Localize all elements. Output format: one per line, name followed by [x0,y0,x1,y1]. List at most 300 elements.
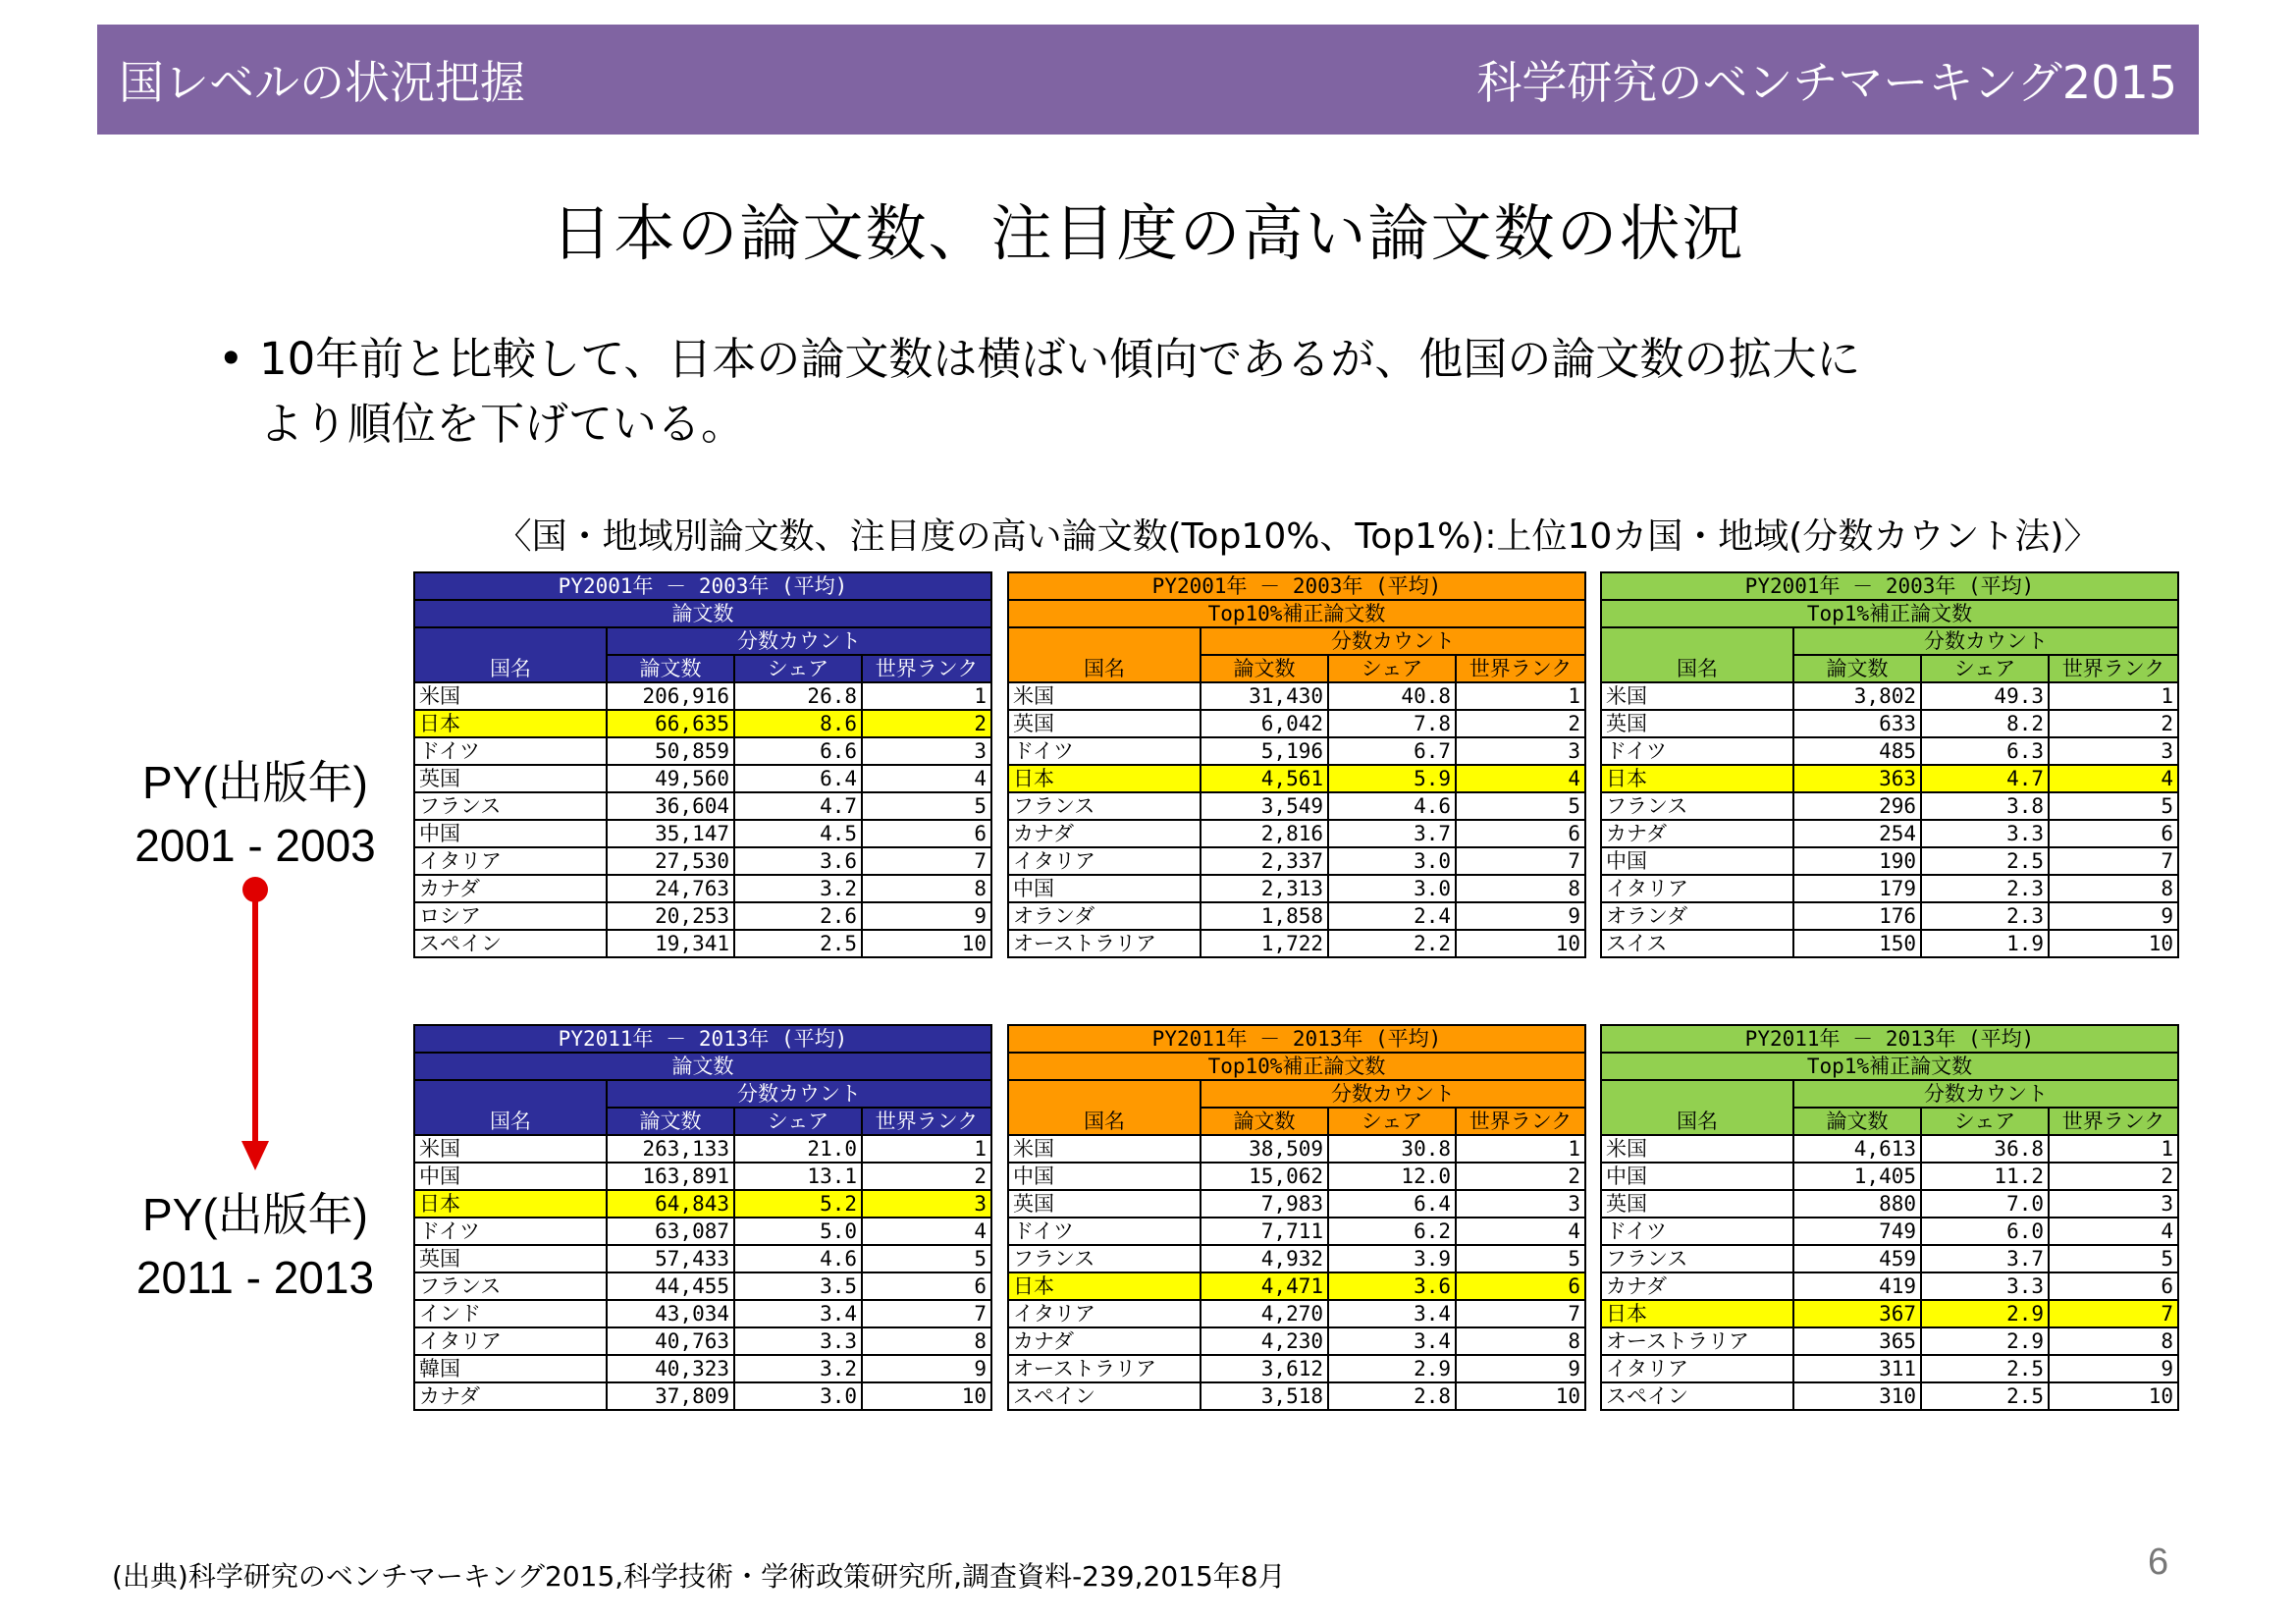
cell-papers: 2,313 [1201,875,1328,902]
ranking-table [1600,571,2179,958]
cell-papers: 3,612 [1201,1355,1328,1382]
cell-country: 米国 [1601,1135,1793,1163]
cell-rank: 4 [862,765,991,792]
table-row [1601,875,2178,902]
cell-papers: 367 [1793,1300,1921,1327]
cell-rank: 3 [1456,1190,1585,1218]
cell-country: カナダ [1601,820,1793,847]
cell-rank: 8 [2049,875,2178,902]
cell-rank: 4 [862,1218,991,1245]
cell-share: 3.9 [1328,1245,1456,1272]
table-row [1008,1327,1585,1355]
table-row [414,737,991,765]
cell-papers: 40,763 [607,1327,734,1355]
table-row [414,902,991,930]
cell-share: 11.2 [1921,1163,2049,1190]
table-row [1008,1300,1585,1327]
col-rank-header: 世界ランク [862,1108,991,1135]
col-share-header: シェア [1328,655,1456,682]
cell-papers: 176 [1793,902,1921,930]
table-row [1008,875,1585,902]
cell-share: 2.2 [1328,930,1456,957]
cell-country: ロシア [414,902,607,930]
source-citation: (出典)科学研究のベンチマーキング2015,科学技術・学術政策研究所,調査資料-239,2015年8月 [112,1560,1286,1593]
table-row [1601,930,2178,957]
cell-country: イタリア [1008,847,1201,875]
table-row [1601,682,2178,710]
col-country-header: 国名 [414,1080,607,1135]
cell-papers: 3,518 [1201,1382,1328,1410]
cell-country: オーストラリア [1601,1327,1793,1355]
cell-papers: 4,561 [1201,765,1328,792]
col-share-header: シェア [734,1108,862,1135]
cell-share: 3.6 [734,847,862,875]
page-number: 6 [2148,1542,2169,1583]
cell-country: フランス [1008,1245,1201,1272]
table-row [1008,765,1585,792]
report-title: 科学研究のベンチマーキング2015 [1476,56,2177,109]
cell-rank: 6 [1456,820,1585,847]
cell-country: 日本 [1008,1272,1201,1300]
cell-country: 米国 [414,682,607,710]
table-row [414,1218,991,1245]
cell-share: 2.5 [1921,847,2049,875]
cell-country: ドイツ [1008,737,1201,765]
table-row [1601,792,2178,820]
cell-rank: 4 [1456,765,1585,792]
table-row [414,820,991,847]
table-period: PY2001年 － 2003年 (平均) [1008,572,1585,600]
cell-country: 日本 [1008,765,1201,792]
table-row [414,1382,991,1410]
cell-papers: 15,062 [1201,1163,1328,1190]
table-period: PY2011年 － 2013年 (平均) [1601,1025,2178,1053]
cell-country: 英国 [1601,1190,1793,1218]
table-row [1008,902,1585,930]
cell-share: 3.0 [1328,847,1456,875]
cell-rank: 3 [2049,737,2178,765]
table-row [414,1300,991,1327]
col-share-header: シェア [1921,1108,2049,1135]
cell-papers: 150 [1793,930,1921,957]
cell-papers: 57,433 [607,1245,734,1272]
cell-papers: 20,253 [607,902,734,930]
cell-papers: 4,932 [1201,1245,1328,1272]
cell-share: 7.8 [1328,710,1456,737]
cell-share: 3.8 [1921,792,2049,820]
table-row [1008,930,1585,957]
fractional-count-header: 分数カウント [1201,1080,1585,1108]
cell-papers: 3,802 [1793,682,1921,710]
cell-rank: 2 [862,710,991,737]
cell-rank: 4 [2049,1218,2178,1245]
cell-country: 英国 [1008,710,1201,737]
cell-rank: 2 [1456,1163,1585,1190]
cell-rank: 10 [862,1382,991,1410]
ranking-table [1007,1024,1586,1411]
cell-share: 3.3 [1921,1272,2049,1300]
cell-country: 英国 [1008,1190,1201,1218]
cell-rank: 5 [2049,792,2178,820]
cell-rank: 5 [1456,1245,1585,1272]
col-share-header: シェア [1328,1108,1456,1135]
cell-share: 26.8 [734,682,862,710]
cell-country: 英国 [414,765,607,792]
cell-rank: 9 [2049,902,2178,930]
col-country-header: 国名 [1008,1080,1201,1135]
cell-country: ドイツ [1601,1218,1793,1245]
cell-share: 2.9 [1328,1355,1456,1382]
cell-country: フランス [414,1272,607,1300]
cell-rank: 6 [862,1272,991,1300]
col-papers-header: 論文数 [607,655,734,682]
cell-share: 5.0 [734,1218,862,1245]
cell-country: カナダ [1008,820,1201,847]
section-title: 国レベルの状況把握 [119,56,525,109]
cell-share: 2.5 [734,930,862,957]
cell-papers: 2,816 [1201,820,1328,847]
cell-country: カナダ [414,1382,607,1410]
table-row [1008,1190,1585,1218]
cell-share: 3.3 [1921,820,2049,847]
table-row [414,1272,991,1300]
table-row [1601,847,2178,875]
cell-country: イタリア [1601,875,1793,902]
col-share-header: シェア [734,655,862,682]
cell-rank: 7 [862,1300,991,1327]
table-row [1008,1245,1585,1272]
table-row [1601,710,2178,737]
table-period: PY2001年 － 2003年 (平均) [1601,572,2178,600]
cell-share: 3.2 [734,1355,862,1382]
cell-rank: 2 [1456,710,1585,737]
table-row [1601,1382,2178,1410]
cell-rank: 1 [862,682,991,710]
cell-country: ドイツ [414,1218,607,1245]
cell-country: イタリア [1008,1300,1201,1327]
cell-papers: 38,509 [1201,1135,1328,1163]
table-row [414,847,991,875]
table-row [1601,1327,2178,1355]
cell-country: 英国 [1601,710,1793,737]
cell-papers: 37,809 [607,1382,734,1410]
table-row [414,682,991,710]
cell-rank: 7 [2049,1300,2178,1327]
cell-rank: 1 [2049,682,2178,710]
page-title: 日本の論文数、注目度の高い論文数の状況 [551,197,1745,269]
cell-share: 36.8 [1921,1135,2049,1163]
cell-rank: 5 [862,1245,991,1272]
cell-share: 49.3 [1921,682,2049,710]
arrow-head-icon [241,1141,269,1170]
cell-rank: 7 [2049,847,2178,875]
cell-papers: 1,722 [1201,930,1328,957]
cell-country: スペイン [1008,1382,1201,1410]
cell-country: 日本 [414,1190,607,1218]
py-label-years: 2011 - 2013 [135,1252,375,1303]
table-metric: Top10%補正論文数 [1008,600,1585,627]
cell-rank: 1 [2049,1135,2178,1163]
cell-country: カナダ [1008,1327,1201,1355]
table-row [1008,1355,1585,1382]
table-row [414,930,991,957]
cell-country: 米国 [1601,682,1793,710]
col-papers-header: 論文数 [1201,1108,1328,1135]
cell-papers: 43,034 [607,1300,734,1327]
cell-papers: 7,711 [1201,1218,1328,1245]
cell-share: 3.7 [1328,820,1456,847]
cell-rank: 3 [862,737,991,765]
fractional-count-header: 分数カウント [607,627,991,655]
cell-share: 2.4 [1328,902,1456,930]
cell-papers: 6,042 [1201,710,1328,737]
cell-country: インド [414,1300,607,1327]
cell-rank: 10 [2049,1382,2178,1410]
table-row [1008,1272,1585,1300]
table-row [1601,1190,2178,1218]
col-country-header: 国名 [1601,1080,1793,1135]
table-row [1008,820,1585,847]
table-row [414,792,991,820]
cell-share: 4.7 [1921,765,2049,792]
cell-rank: 3 [1456,737,1585,765]
cell-papers: 254 [1793,820,1921,847]
cell-country: 米国 [414,1135,607,1163]
cell-country: 日本 [1601,765,1793,792]
cell-rank: 8 [2049,1327,2178,1355]
cell-country: イタリア [414,847,607,875]
cell-country: ドイツ [1601,737,1793,765]
cell-papers: 7,983 [1201,1190,1328,1218]
fractional-count-header: 分数カウント [607,1080,991,1108]
cell-share: 2.8 [1328,1382,1456,1410]
cell-rank: 4 [2049,765,2178,792]
cell-country: 米国 [1008,682,1201,710]
table-row [1601,1272,2178,1300]
table-row [1601,737,2178,765]
cell-country: 日本 [414,710,607,737]
cell-papers: 63,087 [607,1218,734,1245]
cell-rank: 9 [862,902,991,930]
table-row [1601,1218,2178,1245]
cell-share: 6.4 [734,765,862,792]
cell-country: 韓国 [414,1355,607,1382]
cell-country: フランス [1008,792,1201,820]
cell-share: 2.5 [1921,1355,2049,1382]
cell-country: ドイツ [1008,1218,1201,1245]
cell-share: 2.5 [1921,1382,2049,1410]
cell-country: スイス [1601,930,1793,957]
cell-papers: 4,230 [1201,1327,1328,1355]
cell-rank: 5 [1456,792,1585,820]
cell-papers: 3,549 [1201,792,1328,820]
cell-rank: 2 [2049,710,2178,737]
cell-share: 8.2 [1921,710,2049,737]
cell-country: オーストラリア [1008,930,1201,957]
table-row [1008,1218,1585,1245]
cell-rank: 6 [862,820,991,847]
header-bar [97,25,2199,135]
bullet-icon: • [218,333,244,385]
table-row [414,1245,991,1272]
col-papers-header: 論文数 [607,1108,734,1135]
cell-papers: 2,337 [1201,847,1328,875]
cell-share: 1.9 [1921,930,2049,957]
cell-papers: 310 [1793,1382,1921,1410]
col-country-header: 国名 [1601,627,1793,682]
table-row [1601,1355,2178,1382]
cell-papers: 179 [1793,875,1921,902]
cell-rank: 3 [862,1190,991,1218]
cell-papers: 749 [1793,1218,1921,1245]
table-row [1008,710,1585,737]
col-share-header: シェア [1921,655,2049,682]
cell-papers: 27,530 [607,847,734,875]
cell-rank: 2 [862,1163,991,1190]
col-papers-header: 論文数 [1201,655,1328,682]
bullet-line-2: より順位を下げている。 [259,398,746,450]
fractional-count-header: 分数カウント [1201,627,1585,655]
cell-papers: 36,604 [607,792,734,820]
cell-papers: 419 [1793,1272,1921,1300]
table-metric: Top1%補正論文数 [1601,1053,2178,1080]
cell-share: 4.7 [734,792,862,820]
fractional-count-header: 分数カウント [1793,627,2178,655]
table-row [1601,1245,2178,1272]
cell-share: 4.6 [1328,792,1456,820]
cell-papers: 296 [1793,792,1921,820]
table-row [1008,1135,1585,1163]
cell-country: 日本 [1601,1300,1793,1327]
table-period: PY2001年 － 2003年 (平均) [414,572,991,600]
col-rank-header: 世界ランク [1456,655,1585,682]
cell-country: スペイン [414,930,607,957]
table-row [1008,737,1585,765]
cell-share: 3.6 [1328,1272,1456,1300]
cell-rank: 10 [2049,930,2178,957]
ranking-table [413,1024,992,1411]
cell-rank: 4 [1456,1218,1585,1245]
bullet-point [218,327,2132,457]
cell-papers: 40,323 [607,1355,734,1382]
cell-share: 8.6 [734,710,862,737]
col-papers-header: 論文数 [1793,655,1921,682]
cell-papers: 880 [1793,1190,1921,1218]
cell-papers: 363 [1793,765,1921,792]
cell-share: 40.8 [1328,682,1456,710]
cell-country: 中国 [1601,847,1793,875]
cell-country: ドイツ [414,737,607,765]
cell-country: 中国 [1008,875,1201,902]
table-row [1601,820,2178,847]
cell-country: カナダ [1601,1272,1793,1300]
cell-papers: 206,916 [607,682,734,710]
cell-papers: 5,196 [1201,737,1328,765]
cell-rank: 7 [862,847,991,875]
cell-share: 3.7 [1921,1245,2049,1272]
cell-papers: 1,405 [1793,1163,1921,1190]
col-country-header: 国名 [1008,627,1201,682]
cell-papers: 64,843 [607,1190,734,1218]
table-row [1601,1163,2178,1190]
cell-country: オランダ [1008,902,1201,930]
cell-country: フランス [414,792,607,820]
cell-rank: 9 [1456,902,1585,930]
table-row [414,1190,991,1218]
cell-share: 6.7 [1328,737,1456,765]
cell-share: 3.0 [734,1382,862,1410]
col-country-header: 国名 [414,627,607,682]
cell-papers: 163,891 [607,1163,734,1190]
col-papers-header: 論文数 [1793,1108,1921,1135]
cell-share: 2.9 [1921,1327,2049,1355]
cell-share: 3.5 [734,1272,862,1300]
cell-country: 中国 [414,820,607,847]
table-row [414,1163,991,1190]
cell-share: 3.4 [734,1300,862,1327]
cell-share: 3.2 [734,875,862,902]
cell-share: 2.9 [1921,1300,2049,1327]
cell-country: イタリア [1601,1355,1793,1382]
cell-country: 中国 [1601,1163,1793,1190]
cell-share: 4.5 [734,820,862,847]
ranking-table [1600,1024,2179,1411]
cell-country: フランス [1601,1245,1793,1272]
cell-rank: 8 [1456,1327,1585,1355]
cell-share: 3.4 [1328,1327,1456,1355]
cell-share: 2.3 [1921,902,2049,930]
cell-share: 3.0 [1328,875,1456,902]
bullet-line-1: 10年前と比較して、日本の論文数は横ばい傾向であるが、他国の論文数の拡大に [259,333,1861,385]
cell-rank: 10 [862,930,991,957]
cell-share: 6.2 [1328,1218,1456,1245]
cell-papers: 19,341 [607,930,734,957]
cell-papers: 49,560 [607,765,734,792]
cell-rank: 10 [1456,1382,1585,1410]
cell-rank: 8 [1456,875,1585,902]
cell-country: 英国 [414,1245,607,1272]
table-row [1008,1163,1585,1190]
table-row [1601,1300,2178,1327]
cell-papers: 35,147 [607,820,734,847]
cell-share: 5.2 [734,1190,862,1218]
cell-share: 12.0 [1328,1163,1456,1190]
cell-share: 30.8 [1328,1135,1456,1163]
col-rank-header: 世界ランク [2049,1108,2178,1135]
cell-papers: 50,859 [607,737,734,765]
cell-rank: 5 [862,792,991,820]
table-row [414,710,991,737]
cell-rank: 5 [2049,1245,2178,1272]
py-label-2011 [118,1183,393,1309]
cell-rank: 7 [1456,1300,1585,1327]
cell-share: 2.3 [1921,875,2049,902]
cell-share: 5.9 [1328,765,1456,792]
cell-papers: 1,858 [1201,902,1328,930]
cell-papers: 24,763 [607,875,734,902]
table-row [414,765,991,792]
cell-share: 6.0 [1921,1218,2049,1245]
cell-rank: 3 [2049,1190,2178,1218]
cell-papers: 485 [1793,737,1921,765]
table-row [414,1327,991,1355]
cell-share: 6.4 [1328,1190,1456,1218]
cell-country: 米国 [1008,1135,1201,1163]
col-rank-header: 世界ランク [862,655,991,682]
cell-rank: 6 [2049,820,2178,847]
ranking-table [413,571,992,958]
cell-papers: 31,430 [1201,682,1328,710]
